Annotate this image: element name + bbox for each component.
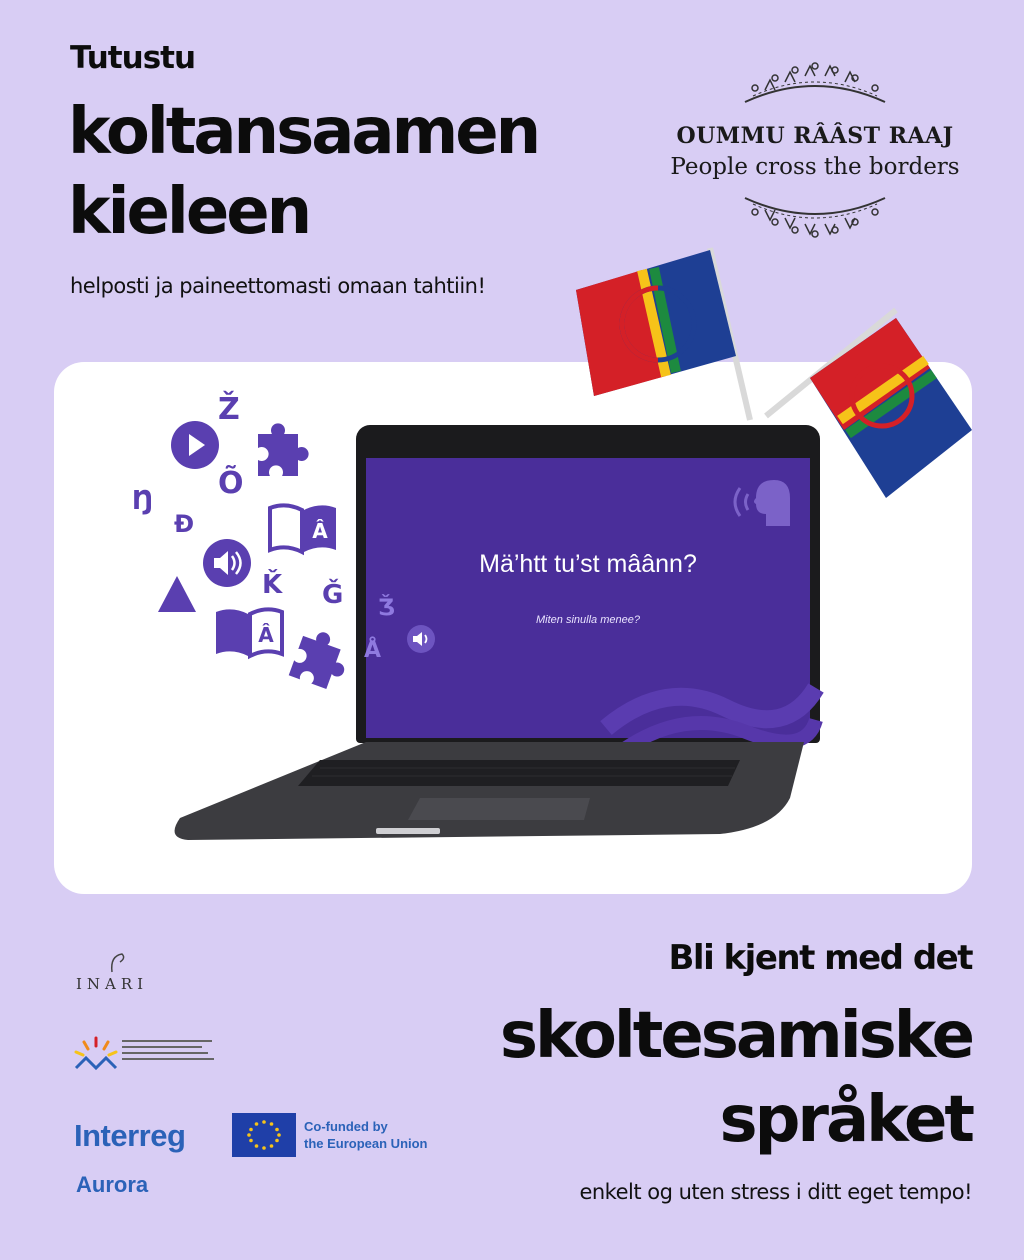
- speaker-circle-icon: [202, 538, 252, 588]
- sami-education-centre-text: [122, 1038, 214, 1064]
- eu-line-1: Co-funded by: [304, 1119, 388, 1134]
- aurora-logo: Aurora: [76, 1172, 149, 1197]
- heading-subtitle: helposti ja paineettomasti omaan tahtiin!: [70, 274, 486, 298]
- play-icon: [170, 420, 220, 470]
- book-icon-2: [212, 604, 286, 660]
- sami-education-centre-logo-icon: [72, 1034, 120, 1076]
- book-letter-2: Â: [258, 623, 274, 647]
- letter-k-caron: Ǩ: [262, 570, 283, 600]
- letter-o-tilde: Õ: [218, 466, 244, 501]
- translation-text: Miten sinulla menee?: [536, 614, 640, 626]
- sami-flag-left-icon: [576, 250, 736, 396]
- eu-flag-icon: [232, 1113, 296, 1157]
- interreg-logo: Interreg: [74, 1118, 186, 1153]
- sami-flags: [570, 240, 980, 510]
- letter-eng: Ŋ: [132, 486, 154, 516]
- letter-a-ring: Å: [364, 638, 382, 663]
- book-icon: [266, 500, 340, 556]
- screen-wave-decoration: [606, 658, 816, 748]
- ornament-top-icon: [735, 50, 895, 110]
- screen-speaker-icon: [406, 624, 436, 654]
- project-logo-subtitle: People cross the borders: [670, 154, 960, 180]
- phrase-text: Mä’htt tu’st mâânn?: [479, 550, 697, 578]
- heading-small: Tutustu: [70, 40, 196, 76]
- letter-ezh-caron: Ǯ: [378, 596, 395, 621]
- letter-g-caron: Ǧ: [322, 580, 344, 610]
- inari-logo: INARI: [76, 975, 149, 993]
- triangle-icon: [154, 570, 200, 616]
- bottom-heading-small: Bli kjent med det: [668, 938, 972, 978]
- bottom-heading-line-2: språket: [719, 1083, 972, 1157]
- laptop-base: [160, 738, 810, 848]
- inari-swirl-icon: [108, 950, 128, 974]
- heading-line-1: koltansaamen: [68, 95, 539, 169]
- letter-d-stroke: Đ: [174, 510, 195, 538]
- book-letter: Â: [312, 519, 328, 543]
- heading-line-2: kieleen: [68, 175, 310, 249]
- puzzle-piece-icon-2: [286, 628, 348, 690]
- eu-cofunded-text: [304, 1118, 428, 1152]
- puzzle-piece-icon: [248, 420, 308, 486]
- letter-z-caron: Ž: [218, 392, 240, 427]
- project-logo-title: OUMMU RÂÂST RAAJ: [676, 123, 954, 149]
- bottom-subtitle: enkelt og uten stress i ditt eget tempo!: [579, 1180, 972, 1204]
- bottom-heading-line-1: skoltesamiske: [499, 999, 972, 1073]
- project-logo: [650, 50, 980, 250]
- eu-line-2: the European Union: [304, 1136, 428, 1151]
- sami-flag-right-icon: [810, 318, 972, 498]
